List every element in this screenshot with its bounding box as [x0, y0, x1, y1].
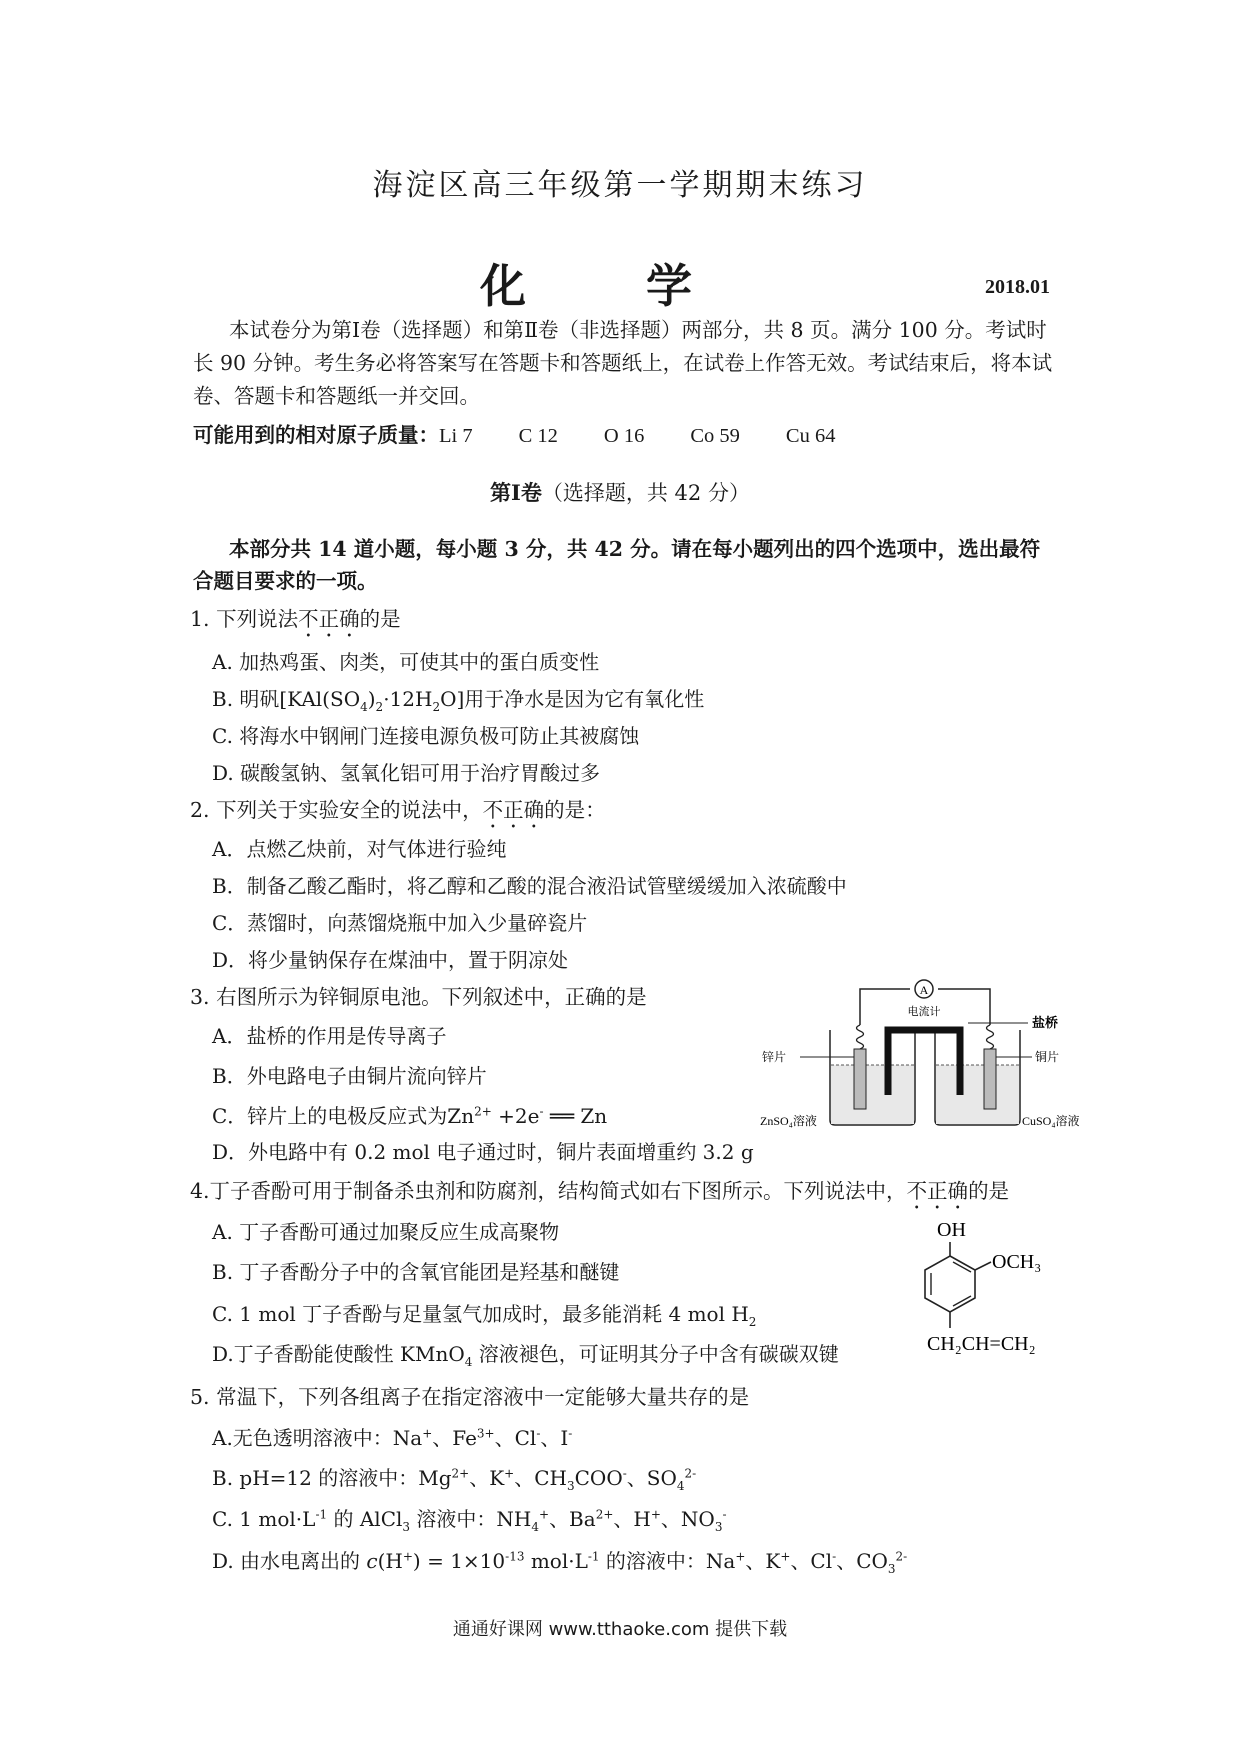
q1-stem-b: 的是: [359, 607, 401, 631]
footer-source: 通通好课网 www.tthaoke.com 提供下载: [452, 1619, 788, 1640]
q4-stem: [190, 1174, 1009, 1214]
subject-char-1: 化: [480, 259, 526, 313]
q1-option-c: C. 将海水中钢闸门连接电源负极可防止其被腐蚀: [212, 724, 640, 748]
exam-date: 2018.01: [985, 276, 1050, 298]
q3-stem: 3. 右图所示为锌铜原电池。下列叙述中，正确的是: [190, 985, 647, 1009]
atom-co: Co 59: [690, 425, 740, 447]
part1-title: [0, 477, 1240, 507]
meter-label: 电流计: [907, 1006, 941, 1018]
och3-group: OCH₃: [992, 1251, 1042, 1273]
q5-option-b: B. pH=12 的溶液中：$Mg^{2+}$、K+、$CH_3COO^-$、$SO_4^{2-}$: [212, 1466, 697, 1493]
q1-stem: [190, 602, 401, 642]
atomic-masses: [193, 418, 881, 448]
atom-li: Li 7: [439, 425, 473, 447]
zinc-label: 锌片: [762, 1050, 787, 1064]
exam-title: 海淀区高三年级第一学期期末练习: [372, 168, 868, 203]
q2-stem-a: 2. 下列关于实验安全的说法中，: [190, 798, 483, 822]
q2-option-d: D．将少量钠保存在煤油中，置于阴凉处: [212, 948, 569, 972]
q1-option-b: B. 明矾$[KAl(SO_4)_2\cdot 12H_2O]$用于净水是因为它有氧化性: [212, 687, 705, 714]
q2-option-a: A．点燃乙炔前，对气体进行验纯: [212, 837, 507, 861]
q1-option-a: A. 加热鸡蛋、肉类，可使其中的蛋白质变性: [212, 650, 600, 674]
copper-label: 铜片: [1035, 1050, 1060, 1064]
part1-sub: （选择题，共 42 分）: [541, 481, 750, 505]
q4-option-b: B. 丁子香酚分子中的含氧官能团是羟基和醚键: [212, 1260, 620, 1284]
intro-paragraph: 本试卷分为第Ⅰ卷（选择题）和第Ⅱ卷（非选择题）两部分，共 8 页。满分 100 分。考试时长 90 分钟。考生务必将答案写在答题卡和答题纸上，在试卷上作答无效。考试结束后，将本试卷、答题卡和答题纸一并交回。: [193, 318, 1053, 408]
q2-option-b: B．制备乙酸乙酯时，将乙醇和乙酸的混合液沿试管壁缓缓加入浓硫酸中: [212, 874, 847, 898]
q1-stem-a: 1. 下列说法: [190, 607, 299, 631]
q4-option-c: C. 1 mol 丁子香酚与足量氢气加成时，最多能消耗 4 mol $H_2$: [212, 1302, 757, 1329]
atomic-masses-label: 可能用到的相对原子质量：: [193, 423, 439, 447]
atom-o: O 16: [603, 425, 645, 447]
q2-option-c: C．蒸馏时，向蒸馏烧瓶中加入少量碎瓷片: [212, 911, 588, 935]
q3-option-c: C．锌片上的电极反应式为$Zn^{2+} +2e^-$ ══ Zn: [212, 1104, 608, 1128]
q4-option-a: A. 丁子香酚可通过加聚反应生成高聚物: [212, 1220, 560, 1244]
q5-option-d: D. 由水电离出的 $c(H^+) = 1\times 10^{-13}$ $mol\cdot L^{-1}$ 的溶液中：Na+、K+、Cl-、$CO_3^{2-}$: [212, 1549, 908, 1576]
q2-stem-emph: 不正确: [482, 798, 545, 822]
q3-option-a: A．盐桥的作用是传导离子: [212, 1024, 447, 1048]
allyl-chain: CH₂CH=CH₂: [927, 1333, 1036, 1355]
spring-left: [857, 1025, 864, 1049]
left-solution-label: ZnSO₄溶液: [760, 1114, 817, 1128]
q5-option-a: A.无色透明溶液中：Na+、$Fe^{3+}$、Cl-、I-: [212, 1426, 573, 1450]
atom-c: C 12: [518, 425, 558, 447]
q4-stem-a: 4.丁子香酚可用于制备杀虫剂和防腐剂，结构简式如右下图所示。下列说法中，: [190, 1179, 907, 1203]
atom-cu: Cu 64: [785, 425, 836, 447]
oh-group: OH: [937, 1220, 966, 1241]
subject-heading: [480, 250, 692, 316]
copper-electrode: [984, 1049, 996, 1109]
eugenol-structure: [915, 1220, 1085, 1355]
right-solution-label: CuSO₄溶液: [1022, 1114, 1080, 1128]
q1-stem-emph: 不正确: [298, 607, 360, 631]
ammeter-label: A: [919, 983, 929, 997]
q2-stem-b: 的是：: [544, 798, 606, 822]
q3-option-b: B．外电路电子由铜片流向锌片: [212, 1064, 487, 1088]
spring-right: [987, 1025, 994, 1049]
q4-option-d: D.丁子香酚能使酸性 KMnO$_4$ 溶液褪色，可证明其分子中含有碳碳双键: [212, 1342, 839, 1369]
galvanic-cell-figure: [760, 975, 1090, 1135]
q5-stem: 5. 常温下，下列各组离子在指定溶液中一定能够大量共存的是: [190, 1385, 750, 1409]
q5-option-c: C. 1 $mol\cdot L^{-1}$ 的 AlCl$_3$ 溶液中：$NH_4^+$、$Ba^{2+}$、H+、$NO_3^-$: [212, 1507, 727, 1534]
q1-option-d: D. 碳酸氢钠、氢氧化铝可用于治疗胃酸过多: [212, 761, 601, 785]
benzene-ring: [925, 1256, 975, 1312]
salt-bridge-label: 盐桥: [1032, 1015, 1059, 1030]
subject-char-2: 学: [646, 259, 692, 313]
q3-option-d: D．外电路中有 0.2 mol 电子通过时，铜片表面增重约 3.2 g: [212, 1140, 754, 1164]
instructions: 本部分共 14 道小题，每小题 3 分，共 42 分。请在每小题列出的四个选项中，选出最符合题目要求的一项。: [193, 537, 1041, 593]
q2-stem: [190, 793, 606, 833]
zinc-electrode: [854, 1049, 866, 1109]
q4-stem-b: 的是: [968, 1179, 1010, 1203]
solution-left: [831, 1065, 914, 1124]
wire-left: [860, 989, 910, 1025]
solution-right: [936, 1065, 1019, 1124]
q4-stem-emph: 不正确: [906, 1179, 969, 1203]
och3-bond: [975, 1262, 991, 1270]
part1-label: 第Ⅰ卷: [490, 480, 542, 505]
wire-right: [938, 989, 990, 1025]
